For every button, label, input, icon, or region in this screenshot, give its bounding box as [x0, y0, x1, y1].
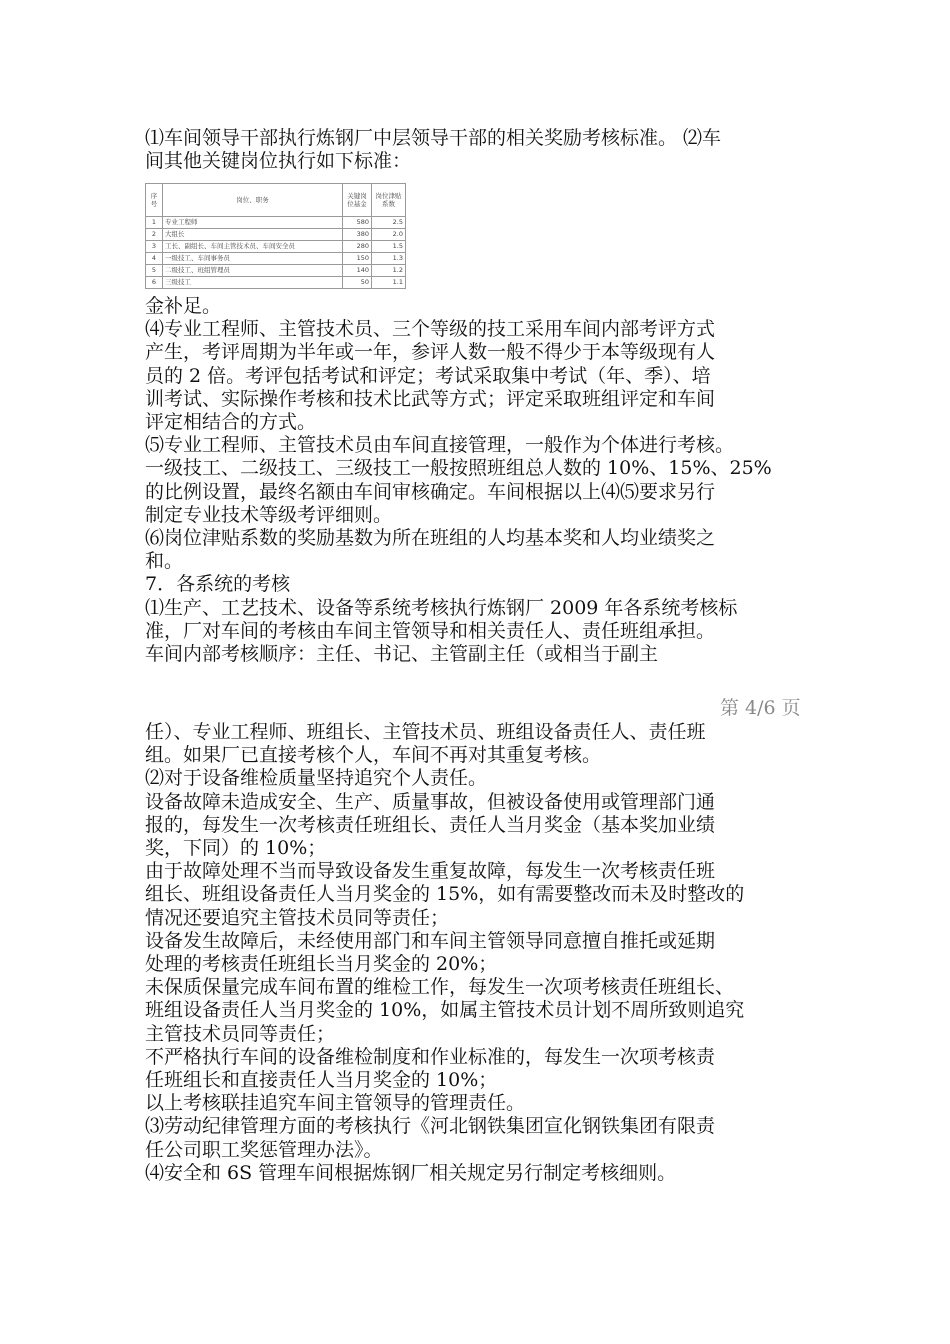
- text-line: ⑸专业工程师、主管技术员由车间直接管理，一般作为个体进行考核。: [145, 434, 735, 457]
- cell-no: 1: [146, 217, 163, 229]
- cell-coefficient: 1.3: [372, 253, 406, 265]
- table-row: [146, 277, 406, 289]
- text-line: 金补足。: [145, 295, 222, 317]
- text-block-middle: [145, 295, 810, 666]
- page-number: 第 4/6 页: [720, 697, 801, 719]
- text-line: 一级技工、二级技工、三级技工一般按照班组总人数的 10%、15%、25%: [145, 457, 772, 480]
- text-line: 产生，考评周期为半年或一年，参评人数一般不得少于本等级现有人: [145, 341, 716, 364]
- allowance-table: [145, 183, 406, 289]
- table-row: [146, 217, 406, 229]
- text-line: 设备故障未造成安全、生产、质量事故，但被设备使用或管理部门通: [145, 790, 716, 813]
- cell-fund: 50: [343, 277, 372, 289]
- table-row: [146, 241, 406, 253]
- text-line: 组长、班组设备责任人当月奖金的 15%，如有需要整改而未及时整改的: [145, 883, 745, 906]
- cell-position: 工长、副组长、车间主管技术员、车间安全员: [163, 241, 343, 253]
- text-line: ⑵对于设备维检质量坚持追究个人责任。: [145, 767, 488, 790]
- text-line: 制定专业技术等级考评细则。: [145, 503, 393, 526]
- text-line: 员的 2 倍。考评包括考试和评定；考试采取集中考试（年、季）、培: [145, 364, 711, 387]
- cell-coefficient: 2.0: [372, 229, 406, 241]
- cell-fund: 380: [343, 229, 372, 241]
- cell-position: 一级技工、车间事务员: [163, 253, 343, 265]
- text-line: 班组设备责任人当月奖金的 10%，如属主管技术员计划不周所致则追究: [145, 999, 745, 1022]
- text-line: 的比例设置，最终名额由车间审核确定。车间根据以上⑷⑸要求另行: [145, 480, 716, 503]
- text-block-intro: [145, 127, 810, 173]
- cell-fund: 580: [343, 217, 372, 229]
- cell-fund: 150: [343, 253, 372, 265]
- cell-coefficient: 2.5: [372, 217, 406, 229]
- text-line: ⑶劳动纪律管理方面的考核执行《河北钢铁集团宣化钢铁集团有限责: [145, 1115, 716, 1138]
- table-header-row: [146, 184, 406, 217]
- text-line: 组。如果厂已直接考核个人，车间不再对其重复考核。: [145, 744, 602, 767]
- cell-position: 专业工程师: [163, 217, 343, 229]
- text-line: 间其他关键岗位执行如下标准：: [145, 150, 412, 173]
- text-line: 处理的考核责任班组长当月奖金的 20%；: [145, 953, 498, 976]
- text-line: ⑹岗位津贴系数的奖励基数为所在班组的人均基本奖和人均业绩奖之: [145, 527, 716, 550]
- header-position: 岗位、职务: [163, 184, 343, 217]
- header-fund: 关键岗位基金: [343, 184, 372, 217]
- text-line: 任班组长和直接责任人当月奖金的 10%；: [145, 1069, 498, 1092]
- text-line: 7．各系统的考核: [145, 573, 291, 596]
- cell-no: 3: [146, 241, 163, 253]
- cell-position: 大组长: [163, 229, 343, 241]
- cell-coefficient: 1.1: [372, 277, 406, 289]
- text-line: 设备发生故障后，未经使用部门和车间主管领导同意擅自推托或延期: [145, 929, 716, 952]
- text-line: 由于故障处理不当而导致设备发生重复故障，每发生一次考核责任班: [145, 860, 716, 883]
- text-line: 评定相结合的方式。: [145, 411, 317, 434]
- text-line: 任）、专业工程师、班组长、主管技术员、班组设备责任人、责任班: [145, 721, 706, 743]
- text-line: 准，厂对车间的考核由车间主管领导和相关责任人、责任班组承担。: [145, 619, 716, 642]
- cell-no: 5: [146, 265, 163, 277]
- position-allowance-table: [145, 183, 405, 289]
- text-line: 奖，下同）的 10%；: [145, 837, 327, 860]
- text-line: 以上考核联挂追究车间主管领导的管理责任。: [145, 1092, 526, 1115]
- cell-fund: 140: [343, 265, 372, 277]
- text-line: 未保质保量完成车间布置的维检工作，每发生一次项考核责任班组长、: [145, 976, 735, 999]
- text-line: 情况还要追究主管技术员同等责任；: [145, 906, 450, 929]
- cell-coefficient: 1.5: [372, 241, 406, 253]
- text-line: ⑴车间领导干部执行炼钢厂中层领导干部的相关奖励考核标准。 ⑵车: [145, 127, 722, 149]
- text-line: 报的，每发生一次考核责任班组长、责任人当月奖金（基本奖加业绩: [145, 813, 716, 836]
- table-row: [146, 265, 406, 277]
- cell-position: 二级技工、班组管理员: [163, 265, 343, 277]
- text-block-bottom: [145, 721, 810, 1185]
- text-line: 主管技术员同等责任；: [145, 1022, 336, 1045]
- cell-coefficient: 1.2: [372, 265, 406, 277]
- text-line: 车间内部考核顺序：主任、书记、主管副主任（或相当于副主: [145, 643, 659, 666]
- table-row: [146, 253, 406, 265]
- table-row: [146, 229, 406, 241]
- cell-no: 6: [146, 277, 163, 289]
- text-line: ⑷专业工程师、主管技术员、三个等级的技工采用车间内部考评方式: [145, 318, 716, 341]
- text-line: 不严格执行车间的设备维检制度和作业标准的，每发生一次项考核责: [145, 1045, 716, 1068]
- header-no: 序号: [146, 184, 163, 217]
- cell-no: 2: [146, 229, 163, 241]
- cell-no: 4: [146, 253, 163, 265]
- cell-position: 三级技工: [163, 277, 343, 289]
- text-line: 和。: [145, 550, 184, 573]
- text-line: 任公司职工奖惩管理办法》。: [145, 1138, 383, 1161]
- text-line: ⑷安全和 6S 管理车间根据炼钢厂相关规定另行制定考核细则。: [145, 1161, 677, 1184]
- header-coefficient: 岗位津贴系数: [372, 184, 406, 217]
- cell-fund: 280: [343, 241, 372, 253]
- text-line: ⑴生产、工艺技术、设备等系统考核执行炼钢厂 2009 年各系统考核标: [145, 596, 738, 619]
- text-line: 训考试、实际操作考核和技术比武等方式；评定采取班组评定和车间: [145, 387, 716, 410]
